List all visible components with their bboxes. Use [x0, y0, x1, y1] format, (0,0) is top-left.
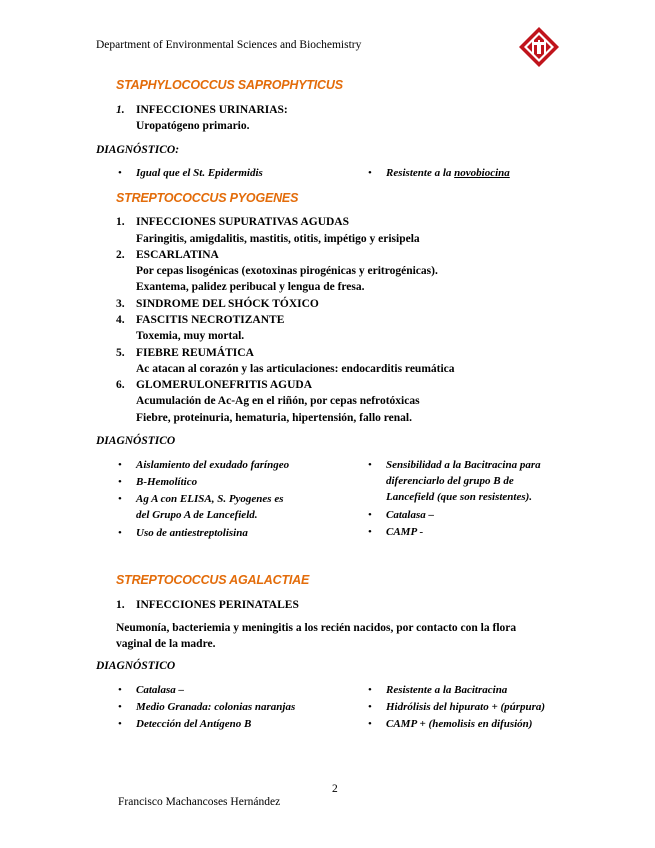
- item-text: Ac atacan al corazón y las articulaciones: endocarditis reumática: [136, 363, 455, 375]
- item-text: Toxemia, muy mortal.: [136, 330, 245, 342]
- item-title: FIEBRE REUMÁTICA: [136, 347, 254, 359]
- section-title-saprophyticus: STAPHYLOCOCCUS SAPROPHYTICUS: [116, 78, 343, 92]
- page-number: 2: [332, 783, 338, 795]
- item-number: 6.: [116, 379, 125, 391]
- item-number: 5.: [116, 347, 125, 359]
- diagnostic-item: Ag A con ELISA, S. Pyogenes es: [136, 493, 284, 505]
- diagnostic-item: CAMP -: [386, 526, 424, 538]
- item-number: 4.: [116, 314, 125, 326]
- diagnostic-item: Medio Granada: colonias naranjas: [136, 701, 296, 713]
- diagnostic-title: DIAGNÓSTICO: [96, 435, 176, 447]
- item-title: SINDROME DEL SHÓCK TÓXICO: [136, 298, 319, 310]
- diagnostic-item: Sensibilidad a la Bacitracina para: [386, 459, 541, 471]
- item-title: INFECCIONES URINARIAS:: [136, 104, 288, 116]
- university-crest-icon: [518, 26, 560, 68]
- bullet-icon: •: [118, 476, 122, 488]
- diagnostic-title: DIAGNÓSTICO: [96, 660, 176, 672]
- bullet-icon: •: [118, 718, 122, 730]
- item-number: 1.: [116, 216, 125, 228]
- diagnostic-item: Aislamiento del exudado faríngeo: [136, 459, 290, 471]
- diagnostic-item: Resistente a la Bacitracina: [386, 684, 508, 696]
- diagnostic-item: Catalasa –: [386, 509, 434, 521]
- diagnostic-item: Catalasa –: [136, 684, 184, 696]
- bullet-icon: •: [118, 459, 122, 471]
- diagnostic-item-cont: Lancefield (que son resistentes).: [386, 491, 533, 503]
- footer-author: Francisco Machancoses Hernández: [118, 796, 281, 808]
- item-number: 2.: [116, 249, 125, 261]
- item-text: Por cepas lisogénicas (exotoxinas pirogénicas y eritrogénicas).: [136, 265, 438, 277]
- item-text: Uropatógeno primario.: [136, 120, 250, 132]
- bullet-icon: •: [118, 684, 122, 696]
- diagnostic-item: Resistente a la novobiocina: [386, 167, 510, 179]
- header-department: Department of Environmental Sciences and Biochemistry: [96, 39, 362, 51]
- section-title-pyogenes: STREPTOCOCCUS PYOGENES: [116, 191, 299, 205]
- bullet-icon: •: [118, 701, 122, 713]
- item-title: INFECCIONES SUPURATIVAS AGUDAS: [136, 216, 350, 228]
- paragraph-line: Neumonía, bacteriemia y meningitis a los recién nacidos, por contacto con la flora: [116, 622, 517, 634]
- diagnostic-item-cont: diferenciarlo del grupo B de: [386, 475, 514, 487]
- bullet-icon: •: [368, 718, 372, 730]
- bullet-icon: •: [118, 167, 122, 179]
- item-title: FASCITIS NECROTIZANTE: [136, 314, 285, 326]
- diagnostic-item: B-Hemolítico: [136, 476, 198, 488]
- bullet-icon: •: [368, 167, 372, 179]
- diagnostic-item: CAMP + (hemolisis en difusión): [386, 718, 533, 730]
- bullet-icon: •: [368, 526, 372, 538]
- paragraph-line: vaginal de la madre.: [116, 638, 216, 650]
- bullet-icon: •: [368, 459, 372, 471]
- bullet-icon: •: [368, 509, 372, 521]
- bullet-icon: •: [368, 701, 372, 713]
- item-text: Exantema, palidez peribucal y lengua de fresa.: [136, 281, 365, 293]
- item-number: 1.: [116, 599, 125, 611]
- item-title: ESCARLATINA: [136, 249, 219, 261]
- item-number: 3.: [116, 298, 125, 310]
- diagnostic-item: Igual que el St. Epidermidis: [136, 167, 263, 179]
- item-text: Faringitis, amigdalitis, mastitis, otitis, impétigo y erisipela: [136, 233, 420, 245]
- item-number: 1.: [116, 104, 125, 116]
- diagnostic-item-cont: del Grupo A de Lancefield.: [136, 509, 258, 521]
- diagnostic-item: Detección del Antígeno B: [136, 718, 252, 730]
- section-title-agalactiae: STREPTOCOCCUS AGALACTIAE: [116, 573, 310, 587]
- diagnostic-item: Hidrólisis del hipurato + (púrpura): [386, 701, 546, 713]
- item-title: GLOMERULONEFRITIS AGUDA: [136, 379, 313, 391]
- item-text: Acumulación de Ac-Ag en el riñón, por cepas nefrotóxicas: [136, 395, 420, 407]
- bullet-icon: •: [368, 684, 372, 696]
- bullet-icon: •: [118, 527, 122, 539]
- item-title: INFECCIONES PERINATALES: [136, 599, 299, 611]
- diagnostic-item: Uso de antiestreptolisina: [136, 527, 248, 539]
- diagnostic-title: DIAGNÓSTICO:: [96, 144, 180, 156]
- item-text: Fiebre, proteinuria, hematuria, hipertensión, fallo renal.: [136, 412, 412, 424]
- bullet-icon: •: [118, 493, 122, 505]
